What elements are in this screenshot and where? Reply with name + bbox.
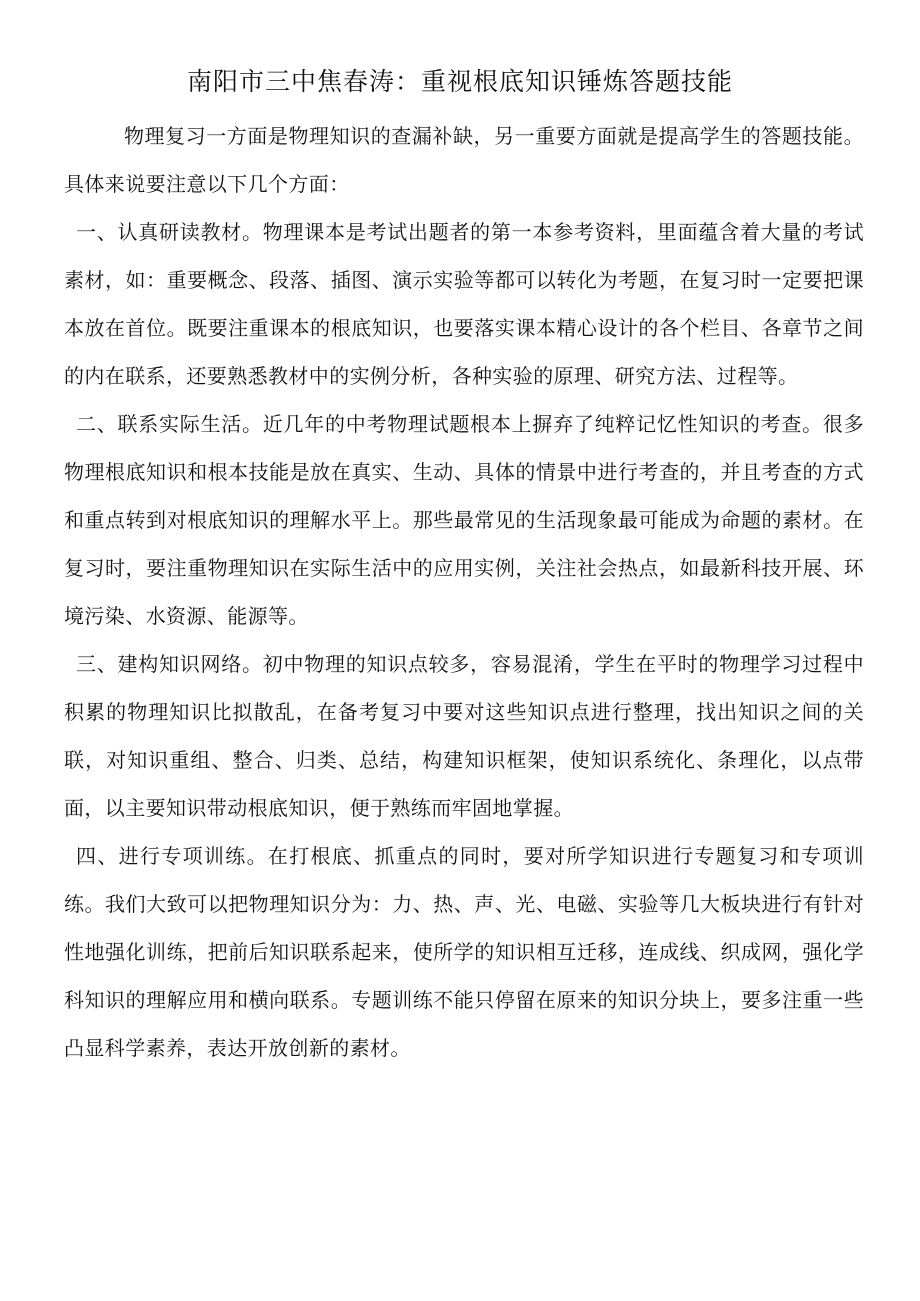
paragraph-study-textbook: 一、认真研读教材。物理课本是考试出题者的第一本参考资料，里面蕴含着大量的考试素材，如：重要概念、段落、插图、演示实验等都可以转化为考题，在复习时一定要把课本放在首位。既要注重课本的根底知识，也要落实课本精心设计的各个栏目、各章节之间的内在联系，还要熟悉教材中的实例分析，各种实验的原理、研究方法、过程等。: [64, 220, 864, 388]
paragraph-real-life: 二、联系实际生活。近几年的中考物理试题根本上摒弃了纯粹记忆性知识的考查。很多物理根底知识和根本技能是放在真实、生动、具体的情景中进行考查的，并且考查的方式和重点转到对根底知识的理解水平上。那些最常见的生活现象最可能成为命题的素材。在复习时，要注重物理知识在实际生活中的应用实例，关注社会热点，如最新科技开展、环境污染、水资源、能源等。: [64, 412, 864, 628]
paragraph-special-training: 四、进行专项训练。在打根底、抓重点的同时，要对所学知识进行专题复习和专项训练。我们大致可以把物理知识分为：力、热、声、光、电磁、实验等几大板块进行有针对性地强化训练，把前后知识联系起来，使所学的知识相互迁移，连成线、织成网，强化学科知识的理解应用和横向联系。专题训练不能只停留在原来的知识分块上，要多注重一些凸显科学素养，表达开放创新的素材。: [64, 844, 864, 1060]
document-title: 南阳市三中焦春涛：重视根底知识锤炼答题技能: [186, 67, 733, 96]
intro-paragraph: 物理复习一方面是物理知识的查漏补缺，另一重要方面就是提高学生的答题技能。具体来说要注意以下几个方面：: [64, 124, 864, 196]
document-body: [64, 112, 864, 1072]
paragraph-knowledge-network: 三、建构知识网络。初中物理的知识点较多，容易混淆，学生在平时的物理学习过程中积累的物理知识比拟散乱，在备考复习中要对这些知识点进行整理，找出知识之间的关联，对知识重组、整合、归类、总结，构建知识框架，使知识系统化、条理化，以点带面，以主要知识带动根底知识，便于熟练而牢固地掌握。: [64, 652, 864, 820]
